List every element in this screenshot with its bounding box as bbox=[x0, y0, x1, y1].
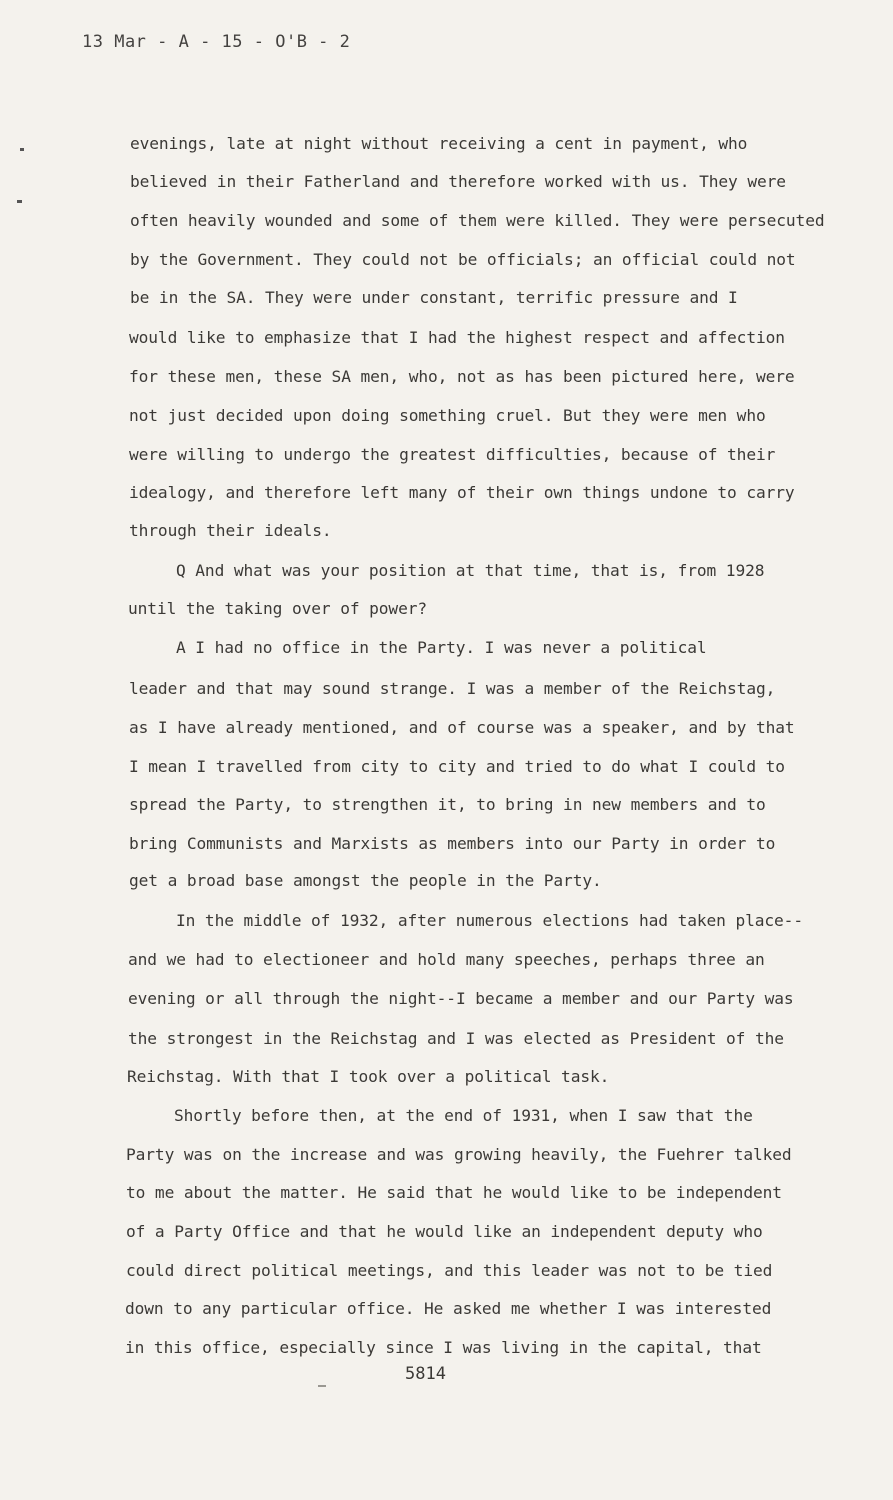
text-line: not just decided upon doing something cruel. But they were men who bbox=[129, 406, 766, 425]
text-line: Party was on the increase and was growing heavily, the Fuehrer talked bbox=[126, 1145, 792, 1164]
text-line: Shortly before then, at the end of 1931, when I saw that the bbox=[174, 1106, 753, 1125]
text-line: Reichstag. With that I took over a political task. bbox=[127, 1067, 610, 1086]
text-line: would like to emphasize that I had the highest respect and affection bbox=[129, 328, 785, 347]
text-line: evening or all through the night--I became a member and our Party was bbox=[128, 989, 794, 1008]
text-line: until the taking over of power? bbox=[128, 599, 428, 618]
text-line: often heavily wounded and some of them were killed. They were persecuted bbox=[130, 211, 825, 230]
text-line: get a broad base amongst the people in the Party. bbox=[129, 871, 602, 890]
margin-dash bbox=[318, 1385, 326, 1387]
page-header: 13 Mar - A - 15 - O'B - 2 bbox=[82, 32, 351, 52]
text-line: by the Government. They could not be officials; an official could not bbox=[130, 250, 796, 269]
text-line: idealogy, and therefore left many of their own things undone to carry bbox=[129, 483, 795, 502]
text-line: as I have already mentioned, and of course was a speaker, and by that bbox=[129, 718, 795, 737]
text-line: bring Communists and Marxists as members into our Party in order to bbox=[129, 834, 776, 853]
text-line: down to any particular office. He asked me whether I was interested bbox=[125, 1299, 772, 1318]
text-line: be in the SA. They were under constant, terrific pressure and I bbox=[130, 288, 738, 307]
text-line: of a Party Office and that he would like an independent deputy who bbox=[126, 1222, 763, 1241]
text-line: to me about the matter. He said that he would like to be independent bbox=[126, 1183, 782, 1202]
text-line: leader and that may sound strange. I was a member of the Reichstag, bbox=[129, 679, 776, 698]
text-line: evenings, late at night without receiving a cent in payment, who bbox=[130, 134, 748, 153]
page-number: 5814 bbox=[405, 1364, 446, 1384]
text-line: spread the Party, to strengthen it, to bring in new members and to bbox=[129, 795, 766, 814]
margin-mark bbox=[20, 148, 24, 151]
text-line: A I had no office in the Party. I was never a political bbox=[176, 638, 707, 657]
text-line: Q And what was your position at that time, that is, from 1928 bbox=[176, 561, 765, 580]
text-line: In the middle of 1932, after numerous elections had taken place-- bbox=[176, 911, 803, 930]
text-line: the strongest in the Reichstag and I was elected as President of the bbox=[128, 1029, 784, 1048]
text-line: I mean I travelled from city to city and tried to do what I could to bbox=[129, 757, 785, 776]
text-line: for these men, these SA men, who, not as has been pictured here, were bbox=[129, 367, 795, 386]
text-line: and we had to electioneer and hold many speeches, perhaps three an bbox=[128, 950, 765, 969]
text-line: in this office, especially since I was living in the capital, that bbox=[125, 1338, 762, 1357]
text-line: were willing to undergo the greatest difficulties, because of their bbox=[129, 445, 776, 464]
text-line: believed in their Fatherland and therefore worked with us. They were bbox=[130, 172, 786, 191]
text-line: could direct political meetings, and this leader was not to be tied bbox=[126, 1261, 773, 1280]
text-line: through their ideals. bbox=[129, 521, 332, 540]
margin-mark bbox=[17, 200, 22, 203]
